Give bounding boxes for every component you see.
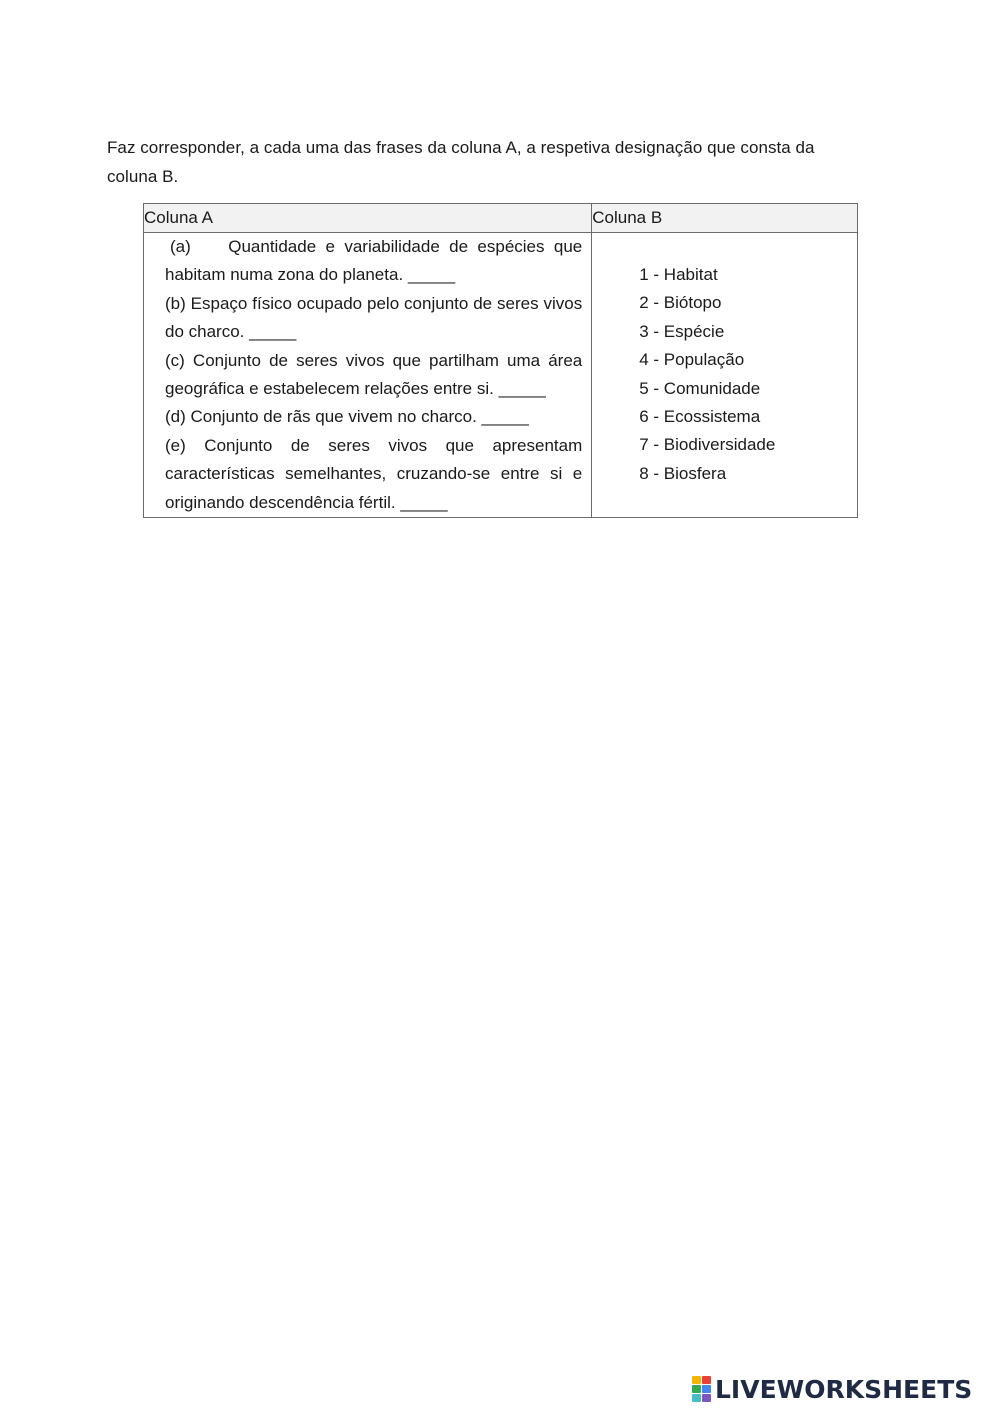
statement-c: (c) Conjunto de seres vivos que partilham uma área geográfica e estabelecem relações entre si. _____ <box>165 350 583 399</box>
statement-b: (b) Espaço físico ocupado pelo conjunto de seres vivos do charco. _____ <box>165 293 583 342</box>
option-8: 8 - Biosfera <box>639 463 727 483</box>
brand-name: LIVEWORKSHEETS <box>715 1374 973 1404</box>
option-6: 6 - Ecossistema <box>639 407 761 427</box>
option-2: 2 - Biótopo <box>639 293 722 313</box>
statement-e: (e) Conjunto de seres vivos que apresentam características semelhantes, cruzando-se entre si e originando descendência fértil. _____ <box>165 435 583 512</box>
column-b-header: Coluna B <box>592 204 858 233</box>
matching-table <box>143 203 858 518</box>
liveworksheets-logo-icon <box>692 1376 712 1402</box>
option-4: 4 - População <box>639 350 745 370</box>
table-header-row <box>144 204 858 233</box>
instructions-text: Faz corresponder, a cada uma das frases da coluna A, a respetiva designação que consta da coluna B. <box>107 138 815 186</box>
option-3: 3 - Espécie <box>639 321 725 341</box>
column-a-header: Coluna A <box>144 204 592 233</box>
liveworksheets-brand <box>692 1373 972 1405</box>
column-a-cell <box>144 233 592 518</box>
column-b-cell <box>592 233 858 518</box>
table-body-row <box>144 233 858 518</box>
statement-a: (a) Quantidade e variabilidade de espécies que habitam numa zona do planeta. _____ <box>165 237 583 285</box>
option-5: 5 - Comunidade <box>639 378 761 398</box>
statement-d: (d) Conjunto de rãs que vivem no charco. _____ <box>165 407 529 427</box>
option-1: 1 - Habitat <box>639 265 718 284</box>
option-7: 7 - Biodiversidade <box>639 435 776 455</box>
